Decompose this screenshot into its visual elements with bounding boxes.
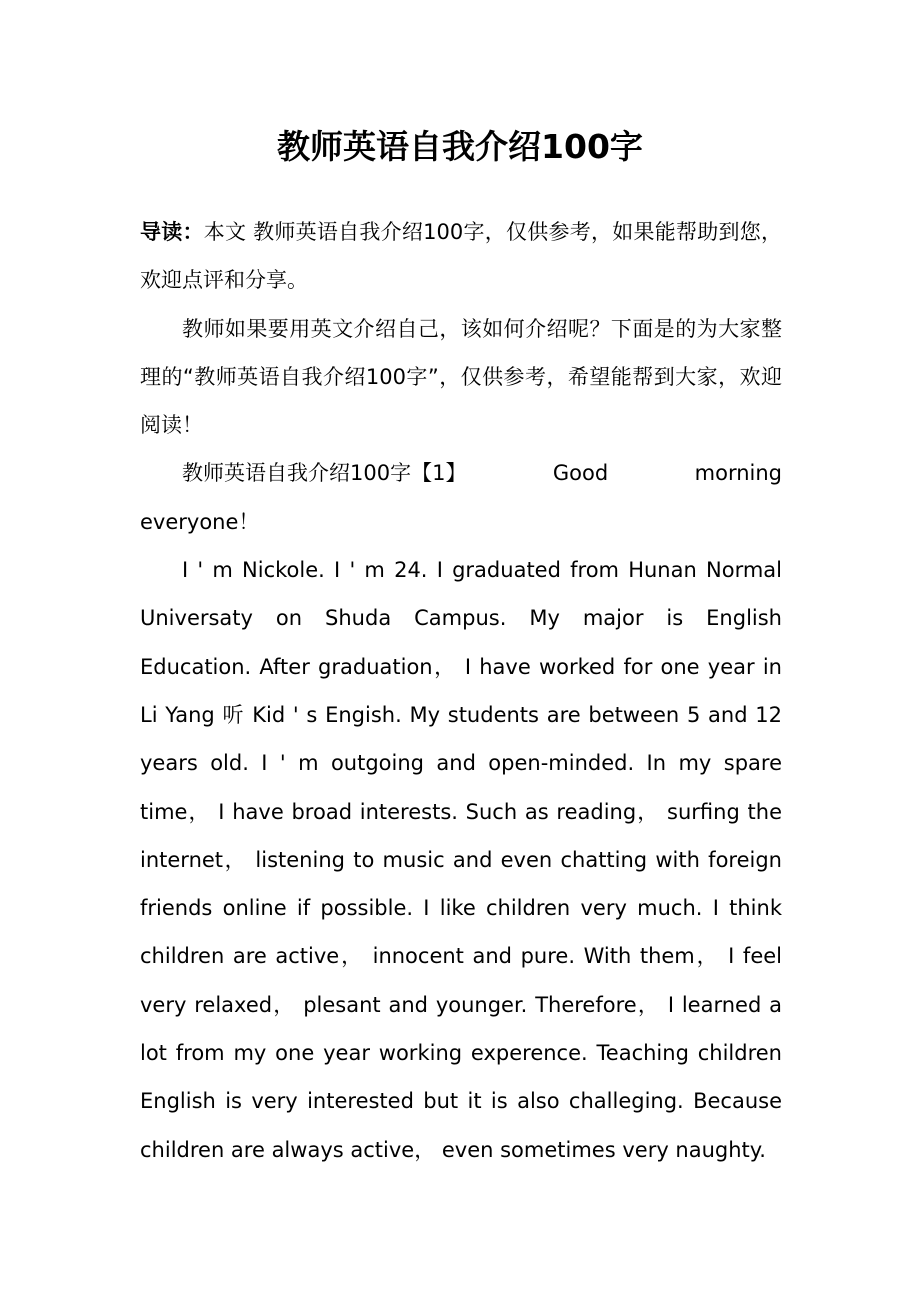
greeting-word-good: Good [552,461,609,486]
document-body [140,208,782,1174]
section-heading-line [140,449,782,497]
greeting-rest: everyone！ [140,509,260,534]
lead-label: 导读： [140,220,204,244]
section-heading: 教师英语自我介绍100字【1】 [182,461,467,486]
lead-paragraph [140,208,782,305]
lead-text: 本文 教师英语自我介绍100字，仅供参考，如果能帮助到您，欢迎点评和分享。 [140,220,782,293]
intro-paragraph: 教师如果要用英文介绍自己，该如何介绍呢？下面是的为大家整理的“教师英语自我介绍100字”，仅供参考，希望能帮到大家，欢迎阅读！ [140,316,782,438]
document-title: 教师英语自我介绍100字 [277,127,643,166]
greeting-word-morning: morning [694,461,782,486]
section-paragraph [140,449,782,546]
body-paragraph: I ' m Nickole. I ' m 24. I graduated from Hunan Normal Universaty on Shuda Campus. My major is English Education. After graduation， I have worked for one year in Li Yang 听 Kid ' s Engish. My students are between 5 and 12 years old. I ' m outgoing and open-minded. In my spare time， I have broad interests. Such as reading， surfing the internet， listening to music and even chatting with foreign friends online if possible. I like children very much. I think children are active， innocent and pure. With them， I feel very relaxed， plesant and younger. Therefore， I learned a lot from my one year working experence. Teaching children English is very interested but it is also challeging. Because children are always active， even sometimes very naughty. [140,558,782,1162]
